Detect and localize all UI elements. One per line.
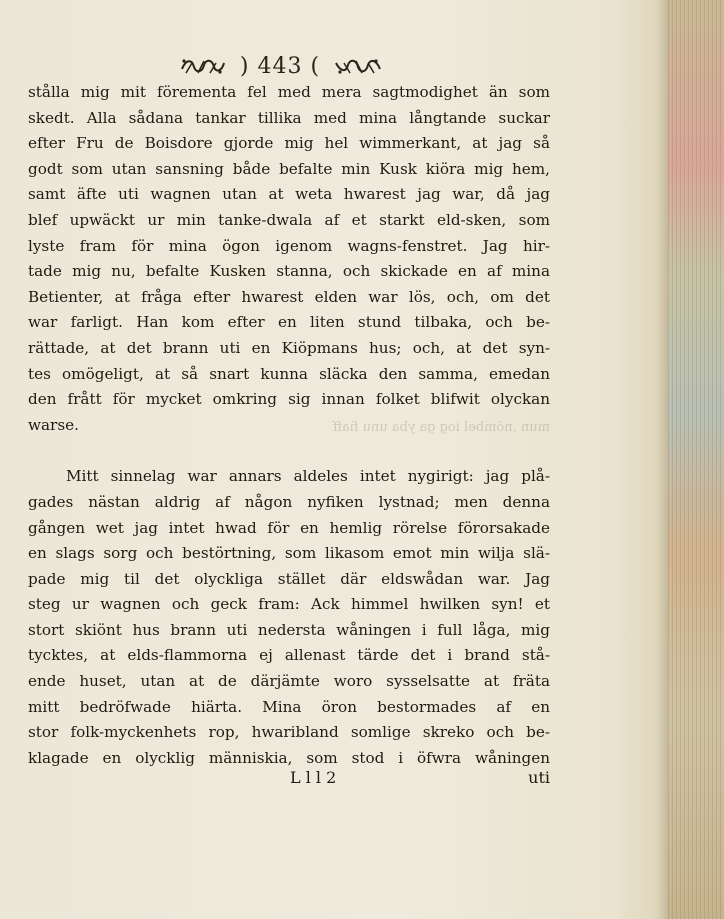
text-line: skedt. Alla sådana tankar tillika med mina långtande suckar [28, 108, 550, 127]
text-line: stort skiönt hus brann uti nedersta wåningen i full låga, mig [28, 620, 550, 639]
text-line: lyste fram för mina ögon igenom wagns-fenstret. Jag hir- [28, 236, 550, 255]
text-line: en slags sorg och bestörtning, som likasom emot min wilja slä- [28, 544, 550, 563]
text-line: gången wet jag intet hwad för en hemlig rörelse förorsakade [28, 518, 550, 537]
page-edges [668, 0, 724, 919]
text-line: efter Fru de Boisdore gjorde mig hel wimmerkant, at jag så [28, 134, 550, 153]
catchword: uti [528, 768, 550, 787]
text-line: tes omögeligt, at så snart kunna släcka den samma, emedan [28, 364, 550, 383]
left-ornament-icon [178, 55, 226, 77]
show-through-text: mun ,nömbel iog ga yba unu fiaff [332, 420, 550, 435]
body-text [28, 80, 550, 771]
paragraph-2 [28, 464, 550, 771]
text-line: stor folk-myckenhets rop, hwaribland somlige skreko och be- [28, 723, 550, 742]
text-line: steg ur wagnen och geck fram: Ack himmel hwilken syn! et [28, 595, 550, 614]
text-line: war farligt. Han kom efter en liten stund tilbaka, och be- [28, 313, 550, 332]
text-line: samt äfte uti wagnen utan at weta hwarest jag war, då jag [28, 185, 550, 204]
right-ornament-icon [334, 55, 382, 77]
text-line: godt som utan sansning både befalte min Kusk kiöra mig hem, [28, 159, 550, 178]
text-line: pade mig til det olyckliga stället där eldswådan war. Jag [28, 569, 550, 588]
page-footer [28, 768, 550, 794]
text-line: blef upwäckt ur min tanke-dwala af et starkt eld-sken, som [28, 210, 550, 229]
text-line: den frått för mycket omkring sig innan folket blifwit olyckan [28, 390, 550, 409]
page-number: ) 443 ( [239, 53, 321, 79]
paragraph-gap [28, 438, 550, 464]
text-line: stålla mig mit förementa fel med mera sagtmodighet än som [28, 83, 550, 101]
text-line: tycktes, at elds-flammorna ej allenast tärde det i brand stå- [28, 646, 550, 665]
text-line: mitt bedröfwade hiärta. Mina öron bestormades af en [28, 697, 550, 716]
text-line: rättade, at det brann uti en Kiöpmans hus; och, at det syn- [28, 338, 550, 357]
text-line: gades nästan aldrig af någon nyfiken lystnad; men denna [28, 492, 550, 511]
text-line: warse. [28, 415, 79, 434]
paragraph-1 [28, 80, 550, 438]
running-header [160, 50, 400, 82]
text-line: ende huset, utan at de därjämte woro sysselsatte at fräta [28, 672, 550, 691]
text-line: Betienter, at fråga efter hwarest elden war lös, och, om det [28, 287, 550, 306]
text-line: Mitt sinnelag war annars aldeles intet nygirigt: jag plå- [66, 467, 550, 486]
text-line: klagade en olycklig människia, som stod i öfwra wåningen [28, 748, 550, 767]
text-line: tade mig nu, befalte Kusken stanna, och skickade en af mina [28, 262, 550, 281]
signature-mark: L l l 2 [290, 768, 337, 787]
